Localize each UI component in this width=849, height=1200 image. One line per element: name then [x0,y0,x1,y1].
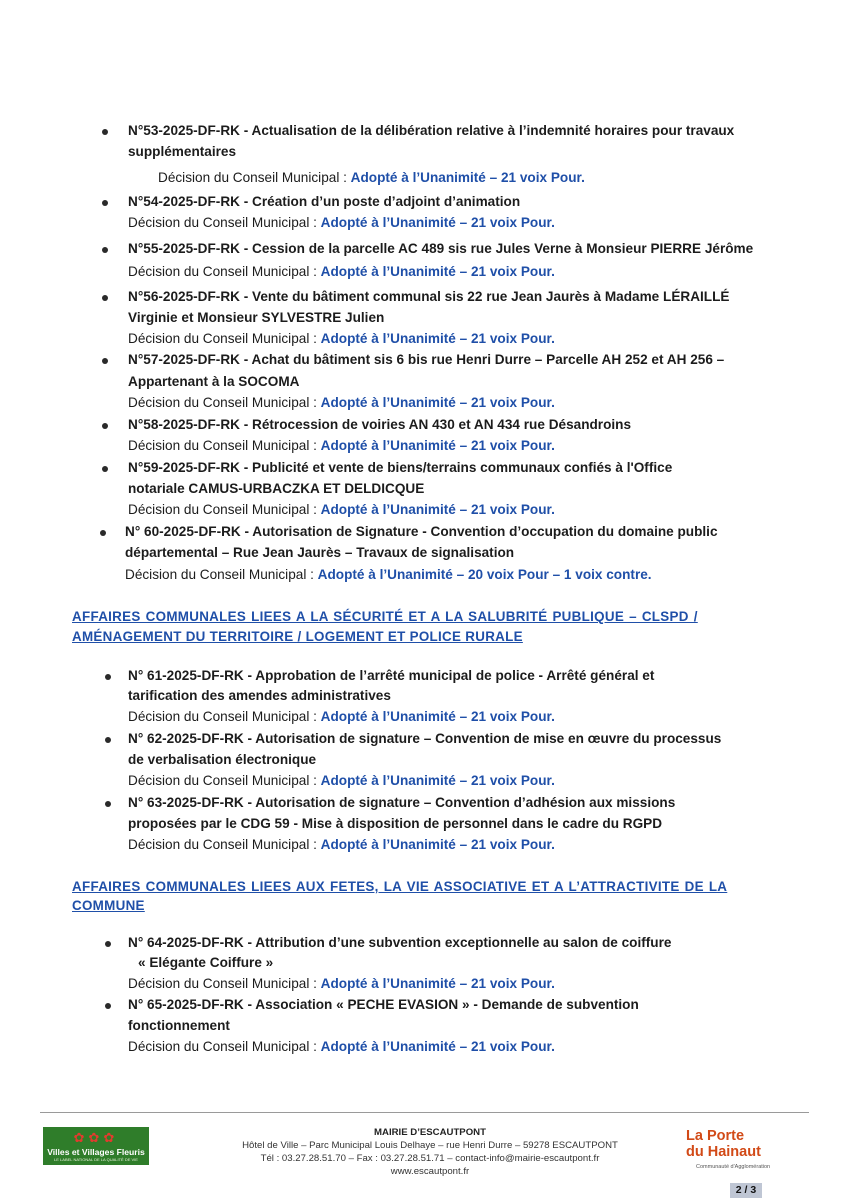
item-title-line: N° 64-2025-DF-RK - Attribution d’une subvention exceptionnelle au salon de coiffure [128,935,672,950]
footer-address: Hôtel de Ville – Parc Municipal Louis Delhaye – rue Henri Durre – 59278 ESCAUTPONT [242,1140,618,1151]
bullet-icon [105,674,111,680]
decision-label: Décision du Conseil Municipal : [128,773,321,788]
logo-subtitle: LE LABEL NATIONAL DE LA QUALITÉ DE VIE [54,1157,138,1162]
item-title-line: N° 61-2025-DF-RK - Approbation de l’arrêté municipal de police - Arrêté général et [128,668,655,683]
item-decision [125,565,652,585]
decision-result: Adopté à l’Unanimité – 21 voix Pour. [320,331,555,346]
item-title-line: N°59-2025-DF-RK - Publicité et vente de biens/terrains communaux confiés à l'Office [128,460,673,475]
item-title-line: N°54-2025-DF-RK - Création d’un poste d’adjoint d’animation [128,194,521,209]
footer-contact: Tél : 03.27.28.51.70 – Fax : 03.27.28.51.71 – contact-info@mairie-escautpont.fr [260,1153,600,1164]
decision-result: Adopté à l’Unanimité – 21 voix Pour. [320,709,555,724]
item-decision [128,329,555,349]
section-heading-securite-line2: AMÉNAGEMENT DU TERRITOIRE / LOGEMENT ET POLICE RURALE [72,629,523,644]
item-title-line: N° 63-2025-DF-RK - Autorisation de signature – Convention d’adhésion aux missions [128,795,676,810]
footer-divider [40,1112,809,1113]
item-title-line: de verbalisation électronique [128,752,317,767]
decision-label: Décision du Conseil Municipal : [128,976,321,991]
decision-label: Décision du Conseil Municipal : [128,395,321,410]
decision-result: Adopté à l’Unanimité – 21 voix Pour. [320,438,555,453]
bullet-icon [102,200,108,206]
porte-du-hainaut-logo [686,1128,786,1170]
decision-label: Décision du Conseil Municipal : [128,502,321,517]
bullet-icon [102,358,108,364]
bullet-icon [105,737,111,743]
decision-result: Adopté à l’Unanimité – 21 voix Pour. [320,395,555,410]
item-title-line: N° 60-2025-DF-RK - Autorisation de Signature - Convention d’occupation du domaine public [125,524,718,539]
item-title-line: N°55-2025-DF-RK - Cession de la parcelle AC 489 sis rue Jules Verne à Monsieur PIERRE Jérôme [128,241,754,256]
item-decision [128,262,555,282]
bullet-icon [105,801,111,807]
decision-label: Décision du Conseil Municipal : [128,837,321,852]
bullet-icon [102,247,108,253]
villes-villages-fleuris-logo [43,1127,149,1165]
bullet-icon [102,466,108,472]
section-heading-fetes: AFFAIRES COMMUNALES LIEES AUX FETES, LA VIE ASSOCIATIVE ET A L’ATTRACTIVITE DE LA [72,879,728,894]
footer-contact-block [200,1126,660,1178]
flowers-icon: ✿✿✿ [73,1130,119,1145]
item-decision [128,835,555,855]
bullet-icon [100,530,106,536]
item-decision [128,500,555,520]
decision-result: Adopté à l’Unanimité – 21 voix Pour. [350,170,585,185]
logo-subtitle: Communauté d'Agglomération [696,1164,771,1170]
decision-result: Adopté à l’Unanimité – 21 voix Pour. [320,264,555,279]
decision-result: Adopté à l’Unanimité – 21 voix Pour. [320,1039,555,1054]
decision-label: Décision du Conseil Municipal : [128,215,321,230]
item-title-line: Appartenant à la SOCOMA [128,374,300,389]
decision-result: Adopté à l’Unanimité – 21 voix Pour. [320,215,555,230]
decision-label: Décision du Conseil Municipal : [125,567,318,582]
item-decision [128,974,555,994]
logo-line2: du Hainaut [686,1144,761,1160]
logo-line1: La Porte [686,1128,745,1144]
decision-result: Adopté à l’Unanimité – 21 voix Pour. [320,837,555,852]
decision-label: Décision du Conseil Municipal : [128,1039,321,1054]
item-title-line: départemental – Rue Jean Jaurès – Travaux de signalisation [125,545,515,560]
item-title-line: fonctionnement [128,1018,230,1033]
item-title-line: N°58-2025-DF-RK - Rétrocession de voiries AN 430 et AN 434 rue Désandroins [128,417,632,432]
item-title-line: « Elégante Coiffure » [138,955,274,970]
item-decision [128,436,555,456]
bullet-icon [102,129,108,135]
item-title-line: N°53-2025-DF-RK - Actualisation de la délibération relative à l’indemnité horaires pour travaux [128,123,735,138]
item-decision [128,707,555,727]
decision-label: Décision du Conseil Municipal : [128,331,321,346]
bullet-icon [105,1003,111,1009]
item-title-line: N° 62-2025-DF-RK - Autorisation de signature – Convention de mise en œuvre du processus [128,731,722,746]
page-number: 2 / 3 [730,1183,762,1198]
bullet-icon [102,423,108,429]
bullet-icon [102,295,108,301]
item-decision [128,393,555,413]
decision-result: Adopté à l’Unanimité – 20 voix Pour – 1 voix contre. [317,567,652,582]
bullet-icon [105,941,111,947]
item-title-line: N° 65-2025-DF-RK - Association « PECHE EVASION » - Demande de subvention [128,997,639,1012]
item-title-line: Virginie et Monsieur SYLVESTRE Julien [128,310,385,325]
footer-website: www.escautpont.fr [390,1166,470,1177]
item-decision [128,213,555,233]
decision-label: Décision du Conseil Municipal : [128,264,321,279]
decision-result: Adopté à l’Unanimité – 21 voix Pour. [320,773,555,788]
decision-result: Adopté à l’Unanimité – 21 voix Pour. [320,502,555,517]
item-decision [128,1037,555,1057]
section-heading-securite: AFFAIRES COMMUNALES LIEES A LA SÉCURITÉ ET A LA SALUBRITÉ PUBLIQUE – CLSPD / [72,609,698,624]
decision-label: Décision du Conseil Municipal : [158,170,351,185]
decision-result: Adopté à l’Unanimité – 21 voix Pour. [320,976,555,991]
decision-label: Décision du Conseil Municipal : [128,709,321,724]
item-decision [158,168,585,188]
item-title-line: N°56-2025-DF-RK - Vente du bâtiment communal sis 22 rue Jean Jaurès à Madame LÉRAILLÉ [128,289,730,304]
item-title-line: proposées par le CDG 59 - Mise à disposition de personnel dans le cadre du RGPD [128,816,663,831]
decision-label: Décision du Conseil Municipal : [128,438,321,453]
section-heading-fetes-line2: COMMUNE [72,898,145,913]
logo-name: Villes et Villages Fleuris [47,1147,145,1157]
item-title-line: supplémentaires [128,144,237,159]
item-title-line: notariale CAMUS-URBACZKA ET DELDICQUE [128,481,425,496]
item-title-line: N°57-2025-DF-RK - Achat du bâtiment sis 6 bis rue Henri Durre – Parcelle AH 252 et AH 256 – [128,352,725,367]
footer-mairie: MAIRIE D’ESCAUTPONT [374,1127,486,1138]
item-decision [128,771,555,791]
item-title-line: tarification des amendes administratives [128,688,391,703]
